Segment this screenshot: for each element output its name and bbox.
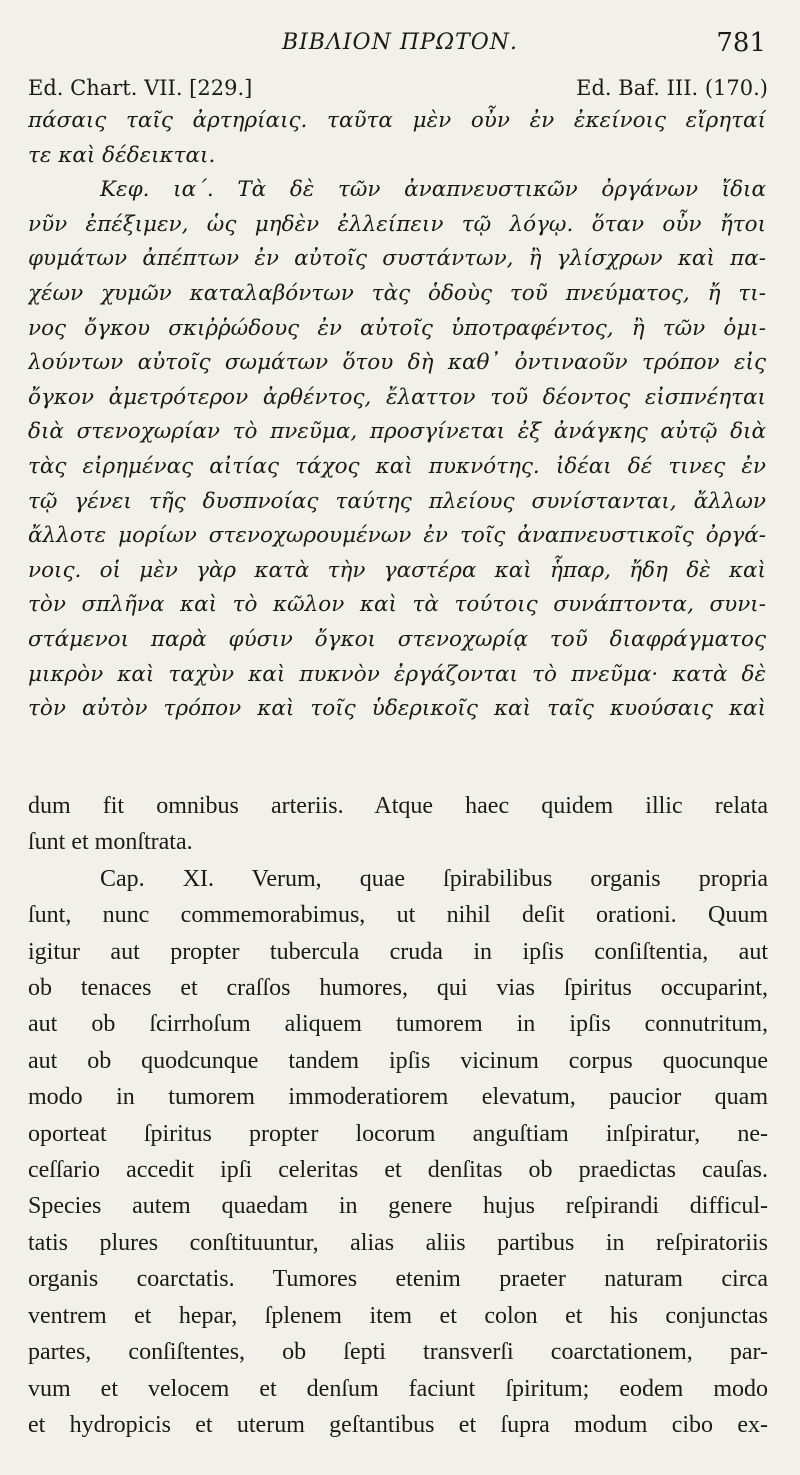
latin-line: partes, conſiſtentes, ob ſepti transverſi coarctationem, par-: [28, 1339, 768, 1366]
greek-line: τὸν σπλῆνα καὶ τὸ κῶλον καὶ τὰ τούτοις συνάπτοντα, συνι-: [28, 592, 766, 618]
greek-line: πάσαις ταῖς ἀρτηρίαις. ταῦτα μὲν οὖν ἐν ἐκείνοις εἴρηταί: [28, 108, 766, 133]
greek-line: τὰς εἰρημένας αἰτίας τάχος καὶ πυκνότης. ἰδέαι δέ τινες ἐν: [28, 453, 766, 479]
latin-line: igitur aut propter tubercula cruda in ipſis conſiſtentia, aut: [28, 938, 768, 965]
greek-line: φυμάτων ἀπέπτων ἐν αὐτοῖς συστάντων, ἢ γλίσχρων καὶ πα-: [28, 246, 766, 272]
latin-line: Species autem quaedam in genere hujus reſpirandi difficul-: [28, 1193, 768, 1220]
greek-line: μικρὸν καὶ ταχὺν καὶ πυκνὸν ἐργάζονται τὸ πνεῦμα· κατὰ δὲ: [28, 661, 766, 687]
latin-line: modo in tumorem immoderatiorem elevatum, paucior quam: [28, 1084, 768, 1111]
running-title: ΒΙΒΛΙΟΝ ΠΡΩΤΟΝ.: [281, 30, 519, 55]
page-number: 781: [716, 28, 766, 58]
greek-line: νῦν ἐπέξιμεν, ὡς μηδὲν ἐλλείπειν τῷ λόγῳ. ὅταν οὖν ἤτοι: [28, 211, 766, 237]
greek-line: ἄλλοτε μορίων στενοχωρουμένων ἐν τοῖς ἀναπνευστικοῖς ὀργά-: [28, 523, 766, 549]
latin-text-block: [28, 788, 768, 1443]
latin-line: vum et velocem et denſum faciunt ſpiritum; eodem modo: [28, 1375, 768, 1402]
greek-line: τῷ γένει τῆς δυσπνοίας ταύτης πλείους συνίστανται, ἄλλων: [28, 488, 766, 514]
latin-line: ſunt et monſtrata.: [28, 829, 193, 856]
greek-line: στάμενοι παρὰ φύσιν ὄγκοι στενοχωρίᾳ τοῦ διαφράγματος: [28, 626, 766, 652]
greek-line: διὰ στενοχωρίαν τὸ πνεῦμα, προσγίνεται ἐξ ἀνάγκης αὐτῷ διὰ: [28, 419, 766, 445]
latin-line: aut ob ſcirrhoſum aliquem tumorem in ipſis connutritum,: [28, 1011, 768, 1038]
latin-line: ob tenaces et craſſos humores, qui vias ſpiritus occuparint,: [28, 975, 768, 1002]
greek-line: ὄγκον ἀμετρότερον ἀρθέντος, ἔλαττον τοῦ δέοντος εἰσπνέηται: [28, 384, 766, 410]
greek-line: τὸν αὐτὸν τρόπον καὶ τοῖς ὑδερικοῖς καὶ ταῖς κυούσαις καὶ: [28, 696, 766, 722]
greek-line: τε καὶ δέδεικται.: [28, 142, 216, 168]
latin-line: Cap. XI. Verum, quae ſpirabilibus organis propria: [100, 865, 768, 892]
latin-line: organis coarctatis. Tumores etenim praeter naturam circa: [28, 1266, 768, 1293]
greek-line: χέων χυμῶν καταλαβόντων τὰς ὁδοὺς τοῦ πνεύματος, ἤ τι-: [28, 280, 766, 306]
greek-line: Κεφ. ια΄. Τὰ δὲ τῶν ἀναπνευστικῶν ὀργάνων ἴδια: [100, 177, 766, 203]
latin-line: aut ob quodcunque tandem ipſis vicinum corpus quocunque: [28, 1047, 768, 1074]
latin-line: tatis plures conſtituuntur, alias aliis partibus in reſpiratoriis: [28, 1229, 768, 1256]
latin-line: ventrem et hepar, ſplenem item et colon et his conjunctas: [28, 1302, 768, 1329]
greek-line: νοις. οἱ μὲν γὰρ κατὰ τὴν γαστέρα καὶ ἧπαρ, ἤδη δὲ καὶ: [28, 557, 766, 583]
latin-line: ceſſario accedit ipſi celeritas et denſitas ob praedictas cauſas.: [28, 1157, 768, 1184]
latin-line: et hydropicis et uterum geſtantibus et ſupra modum cibo ex-: [28, 1411, 768, 1438]
edition-reference-basel: Ed. Baf. III. (170.): [576, 76, 768, 100]
greek-line: λούντων αὐτοῖς σωμάτων ὅτου δὴ καθ᾽ ὀντιναοῦν τρόπον εἰς: [28, 350, 766, 376]
latin-line: oporteat ſpiritus propter locorum anguſtiam inſpiratur, ne-: [28, 1120, 768, 1147]
greek-text-block: [28, 104, 766, 727]
edition-reference-chartier: Ed. Chart. VII. [229.]: [28, 76, 253, 100]
latin-line: ſunt, nunc commemorabimus, ut nihil deſit orationi. Quum: [28, 902, 768, 929]
greek-line: νος ὄγκου σκιῤῥώδους ἐν αὐτοῖς ὑποτραφέντος, ἢ τῶν ὁμι-: [28, 315, 766, 341]
latin-line: dum fit omnibus arteriis. Atque haec quidem illic relata: [28, 793, 768, 819]
